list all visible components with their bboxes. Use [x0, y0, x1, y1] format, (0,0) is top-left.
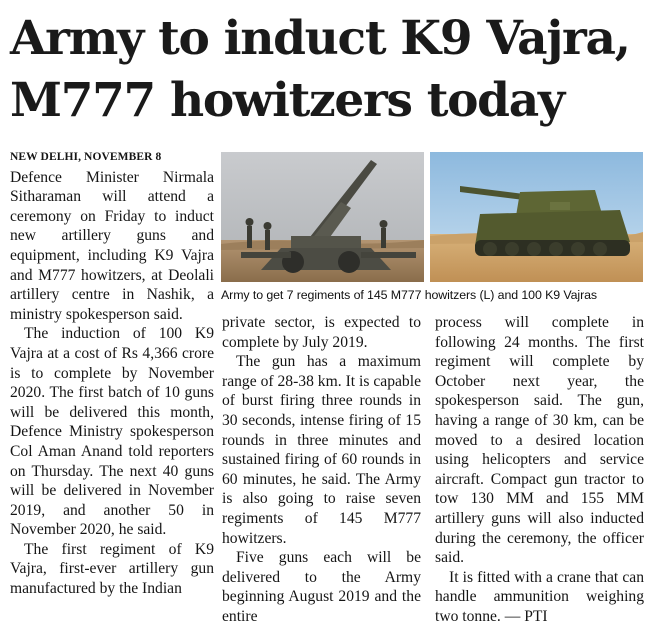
paragraph: The first regiment of K9 Vajra, first-ever artillery gun manufactured by the Indian [10, 540, 214, 598]
paragraph: Defence Minister Nirmala Sitharaman will attend a ceremony on Friday to induct new artillery guns and equipment, including K9 Vajra and M777 howitzers, at Deolali artillery centre in Nashik, a ministry spokesperson said. [10, 168, 214, 323]
headline [10, 8, 646, 132]
article-column-3 [435, 313, 644, 627]
paragraph: The gun has a maximum range of 28-38 km. It is capable of burst firing three rounds in 30 seconds, intense firing of 15 rounds in three minutes and sustained firing of 60 rounds in 60 minutes, he said. The Army is also going to raise seven regiments of 145 M777 howitzers. [222, 353, 421, 547]
paragraph: process will complete in following 24 months. The first regiment will complete by October next year, the spokesperson said. The gun, having a range of 30 km, can be moved to a desired location using helicopters and service aircraft. Compact gun tractor to tow 130 MM and 155 MM artillery guns will also inducted during the ceremony, the officer said. [435, 314, 644, 567]
photo-caption: Army to get 7 regiments of 145 M777 howitzers (L) and 100 K9 Vajras [221, 288, 597, 302]
paragraph: It is fitted with a crane that can handle ammunition weighing two tonne. — PTI [435, 568, 644, 625]
headline-line-2: M777 howitzers today [10, 73, 564, 128]
paragraph: Five guns each will be delivered to the Army beginning August 2019 and the entire [222, 549, 421, 625]
paragraph: The induction of 100 K9 Vajra at a cost of Rs 4,366 crore is to complete by November 2020. The first batch of 10 guns will be delivered this month, Defence Ministry spokesperson Col Aman Anand told reporters on Thursday. The next 40 guns will be delivered in November 2019, and another 50 in November 2020, he said. [10, 325, 214, 539]
dateline: NEW DELHI, NOVEMBER 8 [10, 151, 162, 163]
article-column-1 [10, 148, 214, 599]
k9-vajra-photo [430, 152, 643, 282]
paragraph: private sector, is expected to complete by July 2019. [222, 314, 421, 351]
k9-vajra-image [430, 152, 643, 282]
howitzer-image [221, 152, 424, 282]
m777-howitzer-photo [221, 152, 424, 282]
article-column-2 [222, 313, 421, 627]
headline-line-1: Army to induct K9 Vajra, [10, 11, 630, 66]
